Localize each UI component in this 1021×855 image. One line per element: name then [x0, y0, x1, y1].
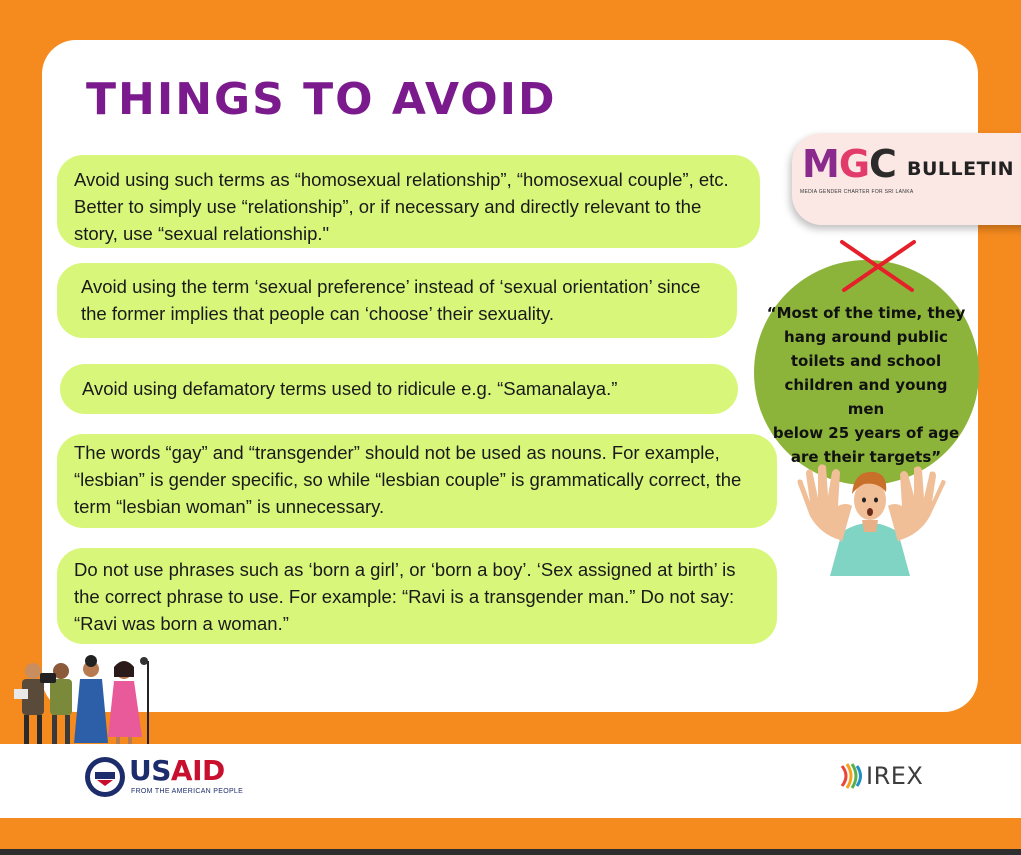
avoid-item-line: term “lesbian woman” is unnecessary. [74, 496, 385, 517]
mgc-subtitle: MEDIA GENDER CHARTER FOR SRI LANKA [800, 189, 914, 195]
avoid-item-line: Better to simply use “relationship”, or if necessary and directly relevant to the [74, 196, 702, 217]
irex-logo-icon [838, 760, 864, 792]
x-mark-icon [838, 238, 918, 294]
avoid-item-line: the correct phrase to use. For example: “Ravi is a transgender man.” Do not say: [74, 586, 735, 607]
irex-wordmark: IREX [866, 762, 924, 790]
quote-text: “Most of the time, they hang around public toilets and school children and young men below 25 years of age are their targets” [766, 304, 966, 466]
avoid-item-line: “Ravi was born a woman.” [74, 613, 289, 634]
usaid-seal-icon [84, 756, 126, 798]
avoid-item-5 [57, 548, 777, 644]
avoid-item-2 [57, 263, 737, 338]
avoid-item-line: Avoid using defamatory terms used to ridicule e.g. “Samanalaya.” [82, 378, 618, 399]
usaid-tagline: FROM THE AMERICAN PEOPLE [131, 788, 244, 795]
bottom-dark-edge [0, 849, 1021, 855]
mgc-bulletin-badge [792, 133, 1021, 225]
avoid-item-line: story, use “sexual relationship." [74, 223, 330, 244]
avoid-item-line: The words “gay” and “transgender” should not be used as nouns. For example, [74, 442, 720, 463]
avoid-item-line: Avoid using such terms as “homosexual relationship”, “homosexual couple”, etc. [74, 169, 729, 190]
avoid-item-1 [57, 155, 760, 248]
avoid-item-4 [57, 434, 777, 528]
bulletin-label: BULLETIN [907, 158, 1015, 180]
journalists-crowd-illustration [10, 655, 165, 747]
usaid-wordmark: USAID [129, 754, 225, 787]
mgc-logo: MGC [802, 142, 896, 186]
stop-gesture-man-illustration [790, 462, 955, 576]
page-title: THINGS TO AVOID [86, 74, 557, 125]
avoid-item-line: Avoid using the term ‘sexual preference’ instead of ‘sexual orientation’ since [81, 276, 701, 297]
avoid-item-line: “lesbian” is gender specific, so while “lesbian couple” is grammatically correct, the [74, 469, 742, 490]
avoid-item-line: Do not use phrases such as ‘born a girl’, or ‘born a boy’. ‘Sex assigned at birth’ is [74, 559, 736, 580]
avoid-item-line: the former implies that people can ‘choose’ their sexuality. [81, 303, 555, 324]
avoid-item-3 [60, 364, 738, 414]
